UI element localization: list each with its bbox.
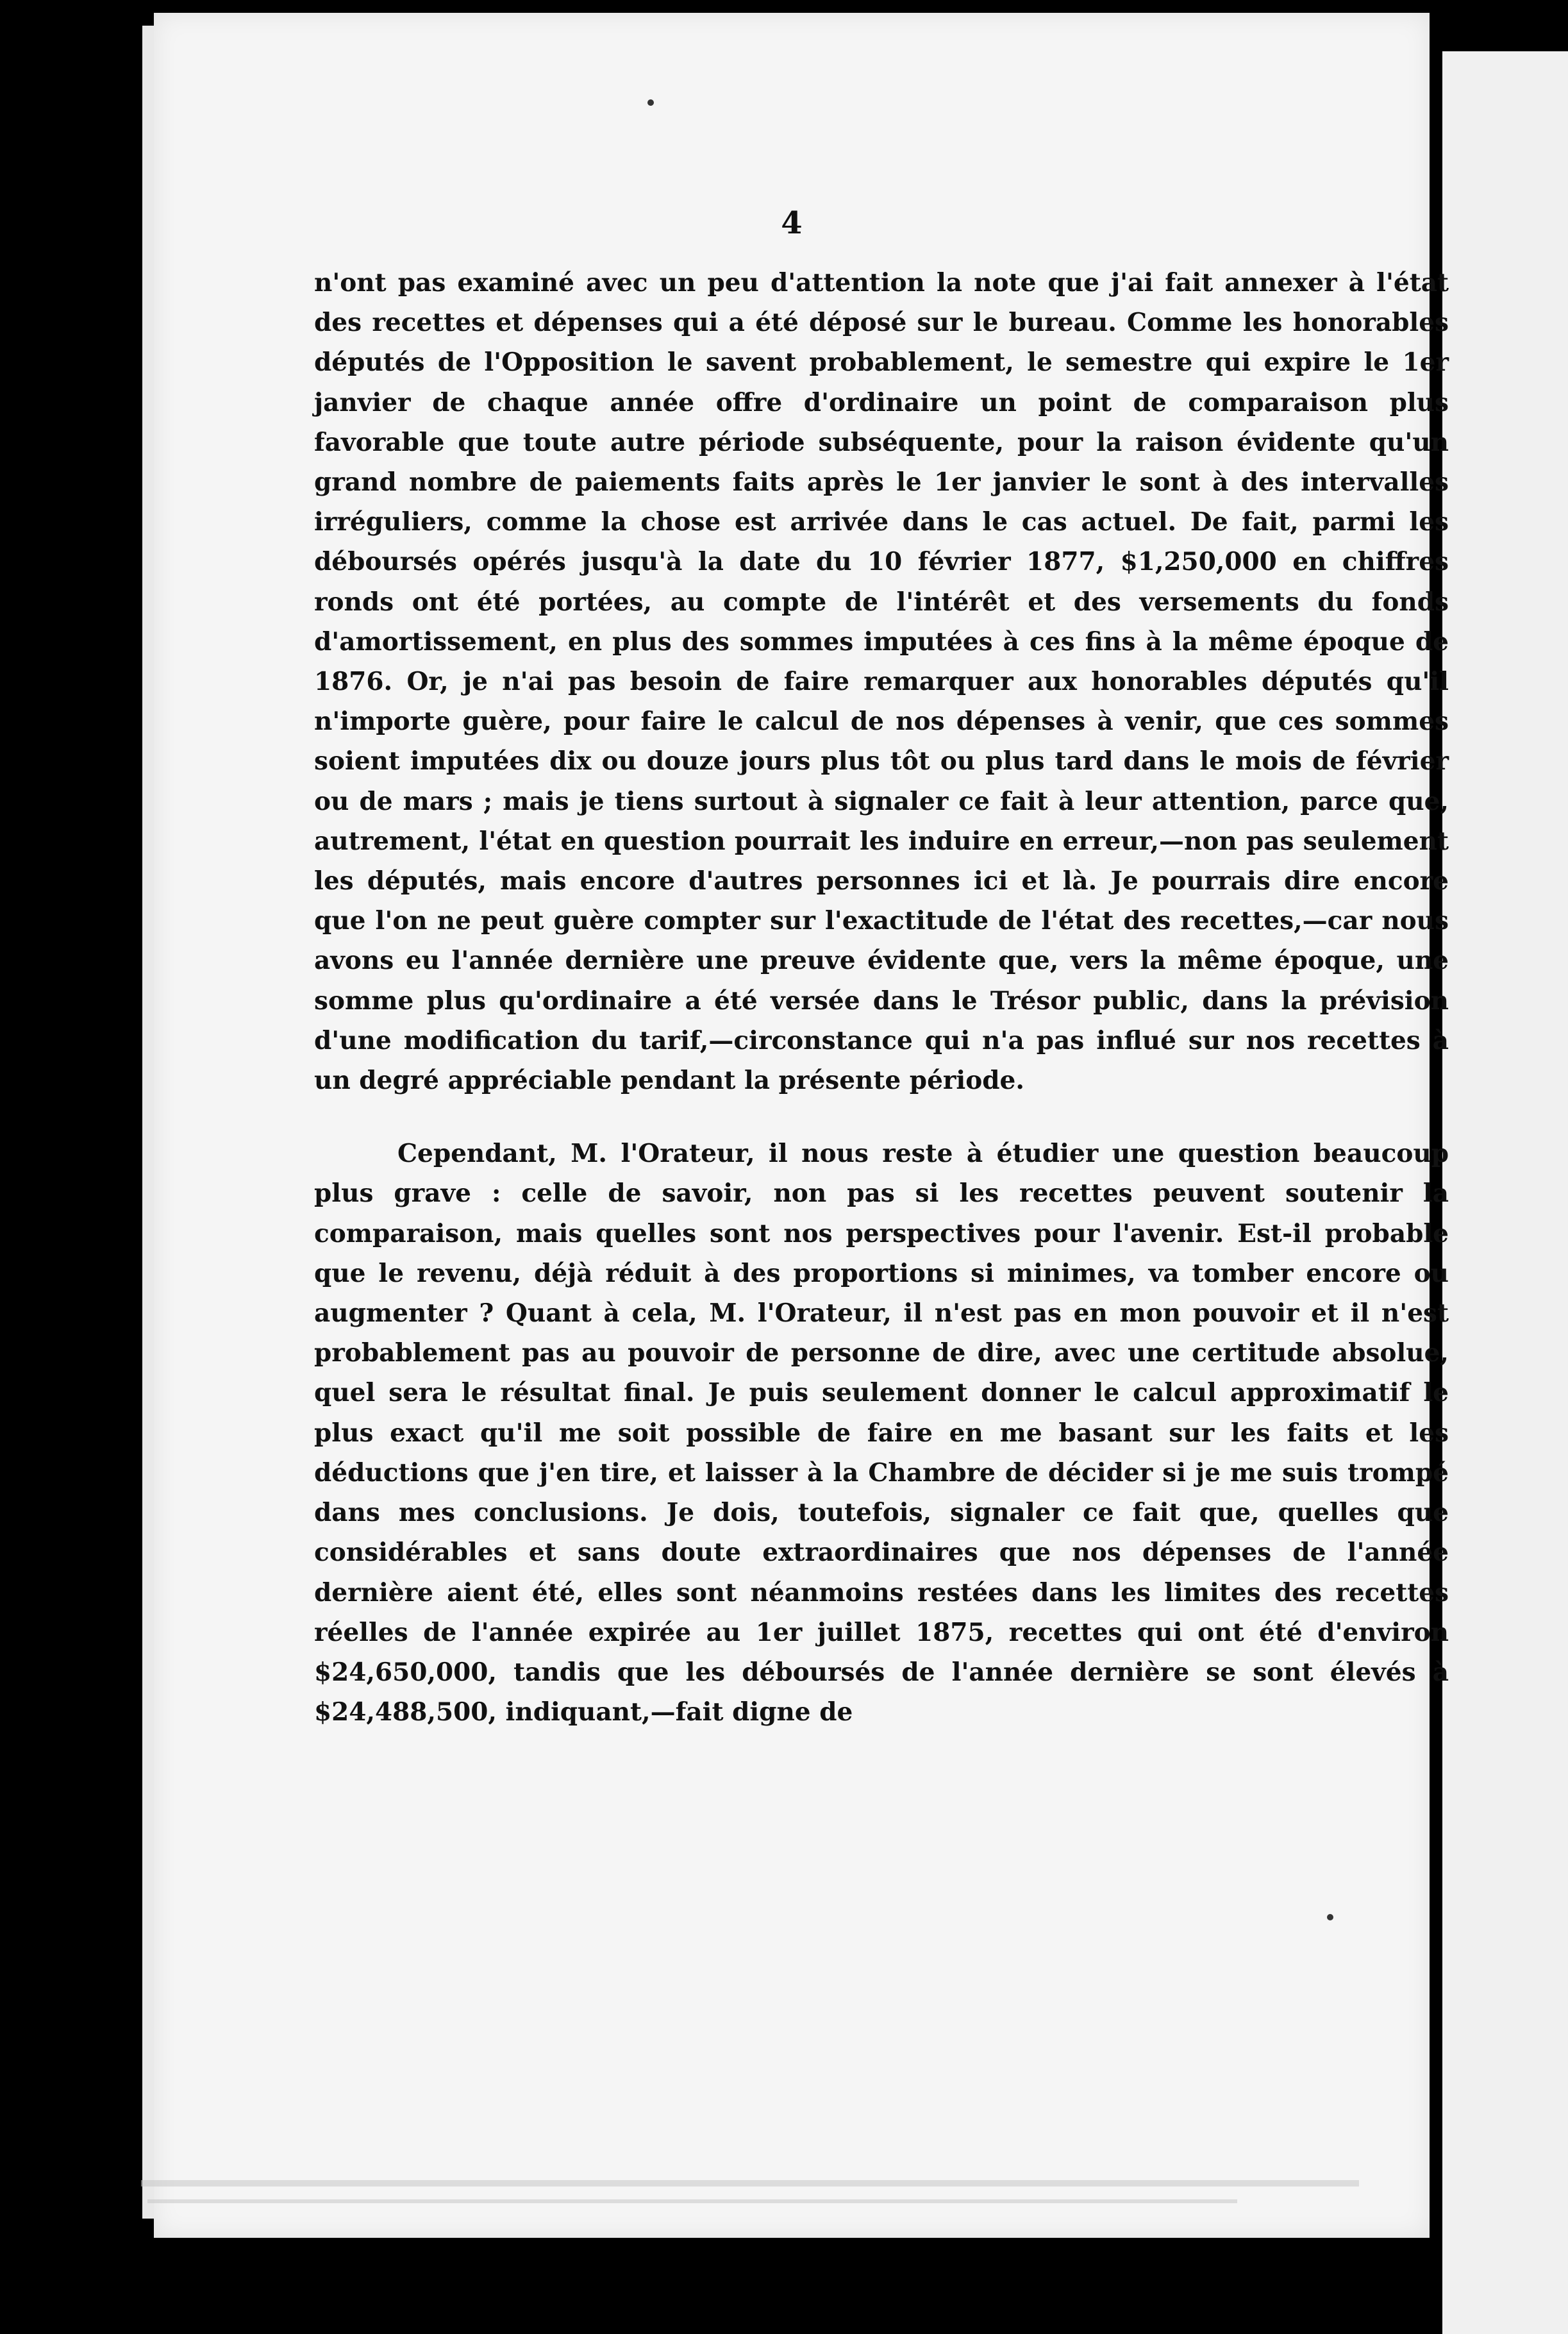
body-text bbox=[314, 263, 1449, 1732]
scan-smudge bbox=[147, 2199, 1237, 2203]
document-page bbox=[154, 13, 1449, 2238]
page-number: 4 bbox=[781, 205, 803, 241]
ink-speck bbox=[1327, 1914, 1333, 1920]
paragraph-1: n'ont pas examiné avec un peu d'attention la note que j'ai fait annexer à l'état des recettes et dépenses qui a été déposé sur le bureau. Comme les honorables députés de l'Opposition le savent probablement, le semestre qui expire le 1er janvier de chaque année offre d'ordinaire un point de comparaison plus favorable que toute autre période subséquente, pour la raison évidente qu'un grand nombre de paiements faits après le 1er janvier le sont à des intervalles irréguliers, comme la chose est arrivée dans le cas actuel. De fait, parmi les déboursés opérés jusqu'à la date du 10 février 1877, $1,250,000 en chiffres ronds ont été portées, au compte de l'intérêt et des versements du fonds d'amortissement, en plus des sommes imputées à ces fins à la même époque de 1876. Or, je n'ai pas besoin de faire remarquer aux honorables députés qu'il n'importe guère, pour faire le calcul de nos dépenses à venir, que ces sommes soient imputées dix ou douze jours plus tôt ou plus tard dans le mois de février ou de mars ; mais je tiens surtout à signaler ce fait à leur attention, parce que, autrement, l'état en question pourrait les induire en erreur,—non pas seulement les députés, mais encore d'autres personnes ici et là. Je pourrais dire encore que l'on ne peut guère compter sur l'exactitude de l'état des recettes,—car nous avons eu l'année dernière une preuve évidente que, vers la même époque, une somme plus qu'ordinaire a été versée dans le Trésor public, dans la prévision d'une modification du tarif,—circonstance qui n'a pas influé sur nos recettes à un degré appréciable pendant la présente période. bbox=[314, 268, 1449, 1096]
paragraph-2: Cependant, M. l'Orateur, il nous reste à étudier une question beaucoup plus grave : celle de savoir, non pas si les recettes peuvent soutenir la comparaison, mais quelles sont nos perspectives pour l'avenir. Est-il probable que le revenu, déjà réduit à des proportions si minimes, va tomber encore ou augmenter ? Quant à cela, M. l'Orateur, il n'est pas en mon pouvoir et il n'est probablement pas au pouvoir de personne de dire, avec une certitude absolue, quel sera le résultat final. Je puis seulement donner le calcul approximatif le plus exact qu'il me soit possible de faire en me basant sur les faits et les déductions que j'en tire, et laisser à la Chambre de décider si je me suis trompé dans mes conclusions. Je dois, toutefois, signaler ce fait que, quelles que considérables et sans doute extraordinaires que nos dépenses de l'année dernière aient été, elles sont néanmoins restées dans les limites des recettes réelles de l'année expirée au 1er juillet 1875, recettes qui ont été d'environ $24,650,000, tandis que les déboursés de l'année dernière se sont élevés à $24,488,500, indiquant,—fait digne de bbox=[314, 1139, 1449, 1727]
ink-speck bbox=[647, 99, 654, 106]
adjacent-page-edge bbox=[1442, 51, 1568, 2334]
scan-smudge bbox=[141, 2180, 1359, 2187]
